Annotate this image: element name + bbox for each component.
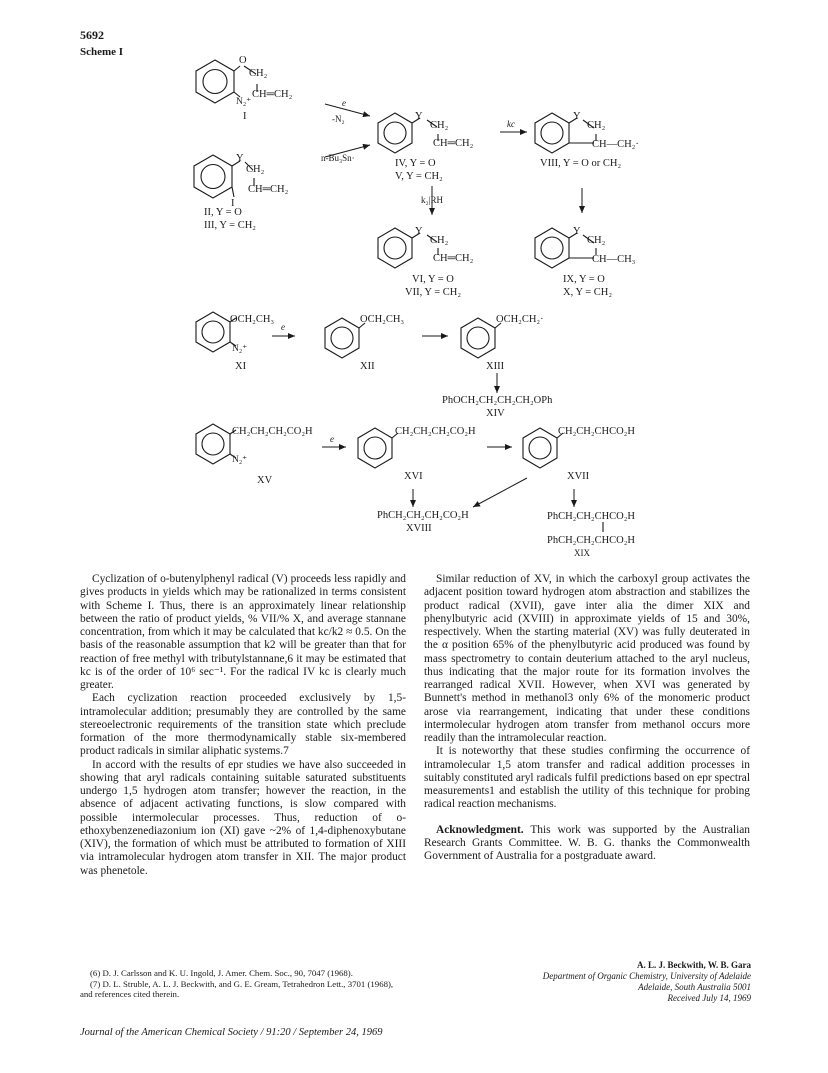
group-chain-XVI: CH₂CH₂CH₂CO₂H xyxy=(395,426,476,437)
footnote: (7) D. L. Struble, A. L. J. Beckwith, and G. E. Gream, Tetrahedron Lett., 3701 (1968), and references cited therein. xyxy=(80,978,394,999)
benzene-ring-XII xyxy=(325,318,359,358)
group-n2-XV: N₂⁺ xyxy=(232,455,248,465)
label-X: X, Y = CH₂ xyxy=(563,287,613,298)
scheme-title: Scheme I xyxy=(80,46,124,58)
group-ch2-I: CH₂ xyxy=(249,68,268,79)
paragraph: Cyclization of o-butenylphenyl radical (V) proceeds less rapidly and gives products in yields which may be rationalized in terms consistent with Scheme I. Thus, there is an approximately linear relationship between the ratio of product yields, % VII/% X, and average stannane concentration, from which it may be calculated that kc/k2 ≈ 0.5. On the basis of the reasonable assumption that k2 will be greater than that for reaction of free methyl with tributylstannane,6 it may be estimated that kc is of the order of 10⁶ sec⁻¹. For the radical IV kc is clearly much greater. xyxy=(80,573,406,691)
group-y-VIII: Y xyxy=(573,111,581,122)
group-iodo-II: I xyxy=(231,198,235,209)
group-ch2-VIII: CH₂ xyxy=(587,120,606,131)
label-V: V, Y = CH₂ xyxy=(395,171,443,182)
received-date: Received July 14, 1969 xyxy=(667,993,751,1003)
group-y-IV: Y xyxy=(415,111,423,122)
group-ch-rad-VIII: CH—CH₂· xyxy=(592,139,639,150)
group-ch-ch2-I: CH═CH₂ xyxy=(252,89,293,100)
benzene-ring-XVII xyxy=(523,428,557,468)
group-y-IX: Y xyxy=(573,226,581,237)
reagent-e-top: e xyxy=(342,98,346,108)
acknowledgment-text: This work was supported by the Australian Research Grants Committee. W. B. G. thanks the Commonwealth Government of Australia for a postgraduate award. xyxy=(424,823,750,862)
group-ch2-IX: CH₂ xyxy=(587,235,606,246)
benzene-ring-IV xyxy=(378,113,412,153)
footnotes xyxy=(80,968,406,1000)
group-o-I: O xyxy=(239,55,247,66)
label-XVIII: XVIII xyxy=(406,523,432,534)
label-XVII: XVII xyxy=(567,471,590,482)
group-ch-ch2-II: CH═CH₂ xyxy=(248,184,289,195)
group-ch-ch2-VI: CH═CH₂ xyxy=(433,253,474,264)
label-VII: VII, Y = CH₂ xyxy=(405,287,462,298)
formula-XIX-top: PhCH₂CH₂CHCO₂H xyxy=(547,511,635,522)
body-column-left xyxy=(80,573,406,878)
benzene-ring-XIII xyxy=(461,318,495,358)
benzene-ring-IX xyxy=(535,228,569,268)
formula-XIX-bottom: PhCH₂CH₂CHCO₂H xyxy=(547,535,635,546)
group-oet-XI: OCH₂CH₃ xyxy=(230,314,275,325)
reagent-minus-n2: -N₂ xyxy=(332,114,345,124)
label-I: I xyxy=(243,111,247,122)
author-block xyxy=(543,960,751,1004)
paragraph: In accord with the results of epr studies we have also succeeded in showing that aryl radicals containing suitable saturated substituents undergo 1,5 hydrogen atom transfer; however the reaction, in the absence of adjacent activating functions, is slow compared with possible intermolecular processes. Thus, reduction of o-ethoxybenzenediazonium ion (XI) gave ~2% of 1,4-diphenoxybutane (XIV), the formation of which must be attributed to formation of XIII via intramolecular hydrogen atom transfer in XII. The major product was phenetole. xyxy=(80,758,406,877)
label-VIII: VIII, Y = O or CH₂ xyxy=(540,158,622,169)
affiliation-address: Adelaide, South Australia 5001 xyxy=(638,982,751,992)
group-ch-ch2-IV: CH═CH₂ xyxy=(433,138,474,149)
label-III: III, Y = CH₂ xyxy=(204,220,256,231)
group-chain-XV: CH₂CH₂CH₂CO₂H xyxy=(232,426,313,437)
reagent-bu3sn: n-Bu₃Sn· xyxy=(321,153,355,163)
reagent-kc: kc xyxy=(507,119,515,129)
reagent-e-bottom: e xyxy=(330,434,334,444)
benzene-ring-XV xyxy=(196,424,230,464)
label-II: II, Y = O xyxy=(204,207,242,218)
label-IV: IV, Y = O xyxy=(395,158,436,169)
label-VI: VI, Y = O xyxy=(412,274,454,285)
label-XIV: XIV xyxy=(486,408,505,419)
label-XI: XI xyxy=(235,361,247,372)
benzene-ring-II xyxy=(194,155,232,198)
group-n2-XI: N₂⁺ xyxy=(232,344,248,354)
benzene-ring-XVI xyxy=(358,428,392,468)
benzene-ring-XI xyxy=(196,312,230,352)
benzene-ring-VI xyxy=(378,228,412,268)
group-chain-XVII: CH₂CH₂CHCO₂H xyxy=(558,426,635,437)
journal-footer: Journal of the American Chemical Society / 91:20 / September 24, 1969 xyxy=(80,1027,383,1038)
footnote: (6) D. J. Carlsson and K. U. Ingold, J. Amer. Chem. Soc., 90, 7047 (1968). xyxy=(90,968,353,978)
label-XIII: XIII xyxy=(486,361,505,372)
group-y-II: Y xyxy=(236,153,244,164)
author-names: A. L. J. Beckwith, W. B. Gara xyxy=(636,960,751,970)
group-ch2-VI: CH₂ xyxy=(430,235,449,246)
label-XVI: XVI xyxy=(404,471,423,482)
arrow-XVII-to-XVIII xyxy=(473,478,527,507)
label-XII: XII xyxy=(360,361,375,372)
affiliation: Department of Organic Chemistry, University of Adelaide xyxy=(542,971,751,981)
reagent-e-mid: e xyxy=(281,322,285,332)
label-XV: XV xyxy=(257,475,273,486)
formula-XVIII: PhCH₂CH₂CH₂CO₂H xyxy=(377,510,469,521)
group-oet-XII: OCH₂CH₃ xyxy=(360,314,405,325)
paragraph: It is noteworthy that these studies confirming the occurrence of intramolecular 1,5 atom transfer and radical addition processes in suitably constituted aryl radicals fulfil predictions based on epr spectral measurements1 and establish the utility of this technique for probing radical reaction mechanisms. xyxy=(424,745,750,811)
group-n2-I: N₂⁺ xyxy=(236,97,252,107)
acknowledgment xyxy=(424,824,750,864)
group-ch2-II: CH₂ xyxy=(246,164,265,175)
body-column-right xyxy=(424,573,750,863)
paragraph: Similar reduction of XV, in which the carboxyl group activates the adjacent position toward hydrogen atom abstraction and stabilizes the product radical (XVII), gave inter alia the dimer XIX and phenylbutyric acid (XVIII) in approximate yields of 15 and 30%, respectively. When the starting material (XV) was fully deuterated in the α position 65% of the phenylbutyric acid produced was found by mass spectrometry to contain deuterium attached to the aryl nucleus, thus indicating that the major route for its formation involves the rearranged radical XVII. However, when XVI was generated by Bunnett's method in methanol3 only 6% of the monomeric product arose via rearrangement, indicating that under these conditions intermolecular hydrogen atom transfer from methanol occurs more readily than the intramolecular reaction. xyxy=(424,573,750,744)
group-y-VI: Y xyxy=(415,226,423,237)
group-ch-ch3-IX: CH—CH₃ xyxy=(592,254,636,265)
group-rad-XIII: OCH₂CH₂· xyxy=(496,314,544,325)
benzene-ring-I xyxy=(196,60,234,103)
group-phoch: PhOCH₂CH₂CH₂CH₂OPh xyxy=(442,395,553,406)
acknowledgment-heading: Acknowledgment. xyxy=(436,823,524,836)
group-ch2-IV: CH₂ xyxy=(430,120,449,131)
label-IX: IX, Y = O xyxy=(563,274,605,285)
page-number: 5692 xyxy=(80,28,104,42)
paragraph: Each cyclization reaction proceeded exclusively by 1,5-intramolecular addition; presumably they are controlled by the same stereoelectronic requirements of the transition state which preclude formation of the more thermodynamically stable six-membered product radicals in similar aliphatic systems.7 xyxy=(80,692,406,758)
benzene-ring-VIII xyxy=(535,113,569,153)
reagent-k2rh: k₂|RH xyxy=(421,195,443,205)
label-XIX: XIX xyxy=(574,548,590,558)
